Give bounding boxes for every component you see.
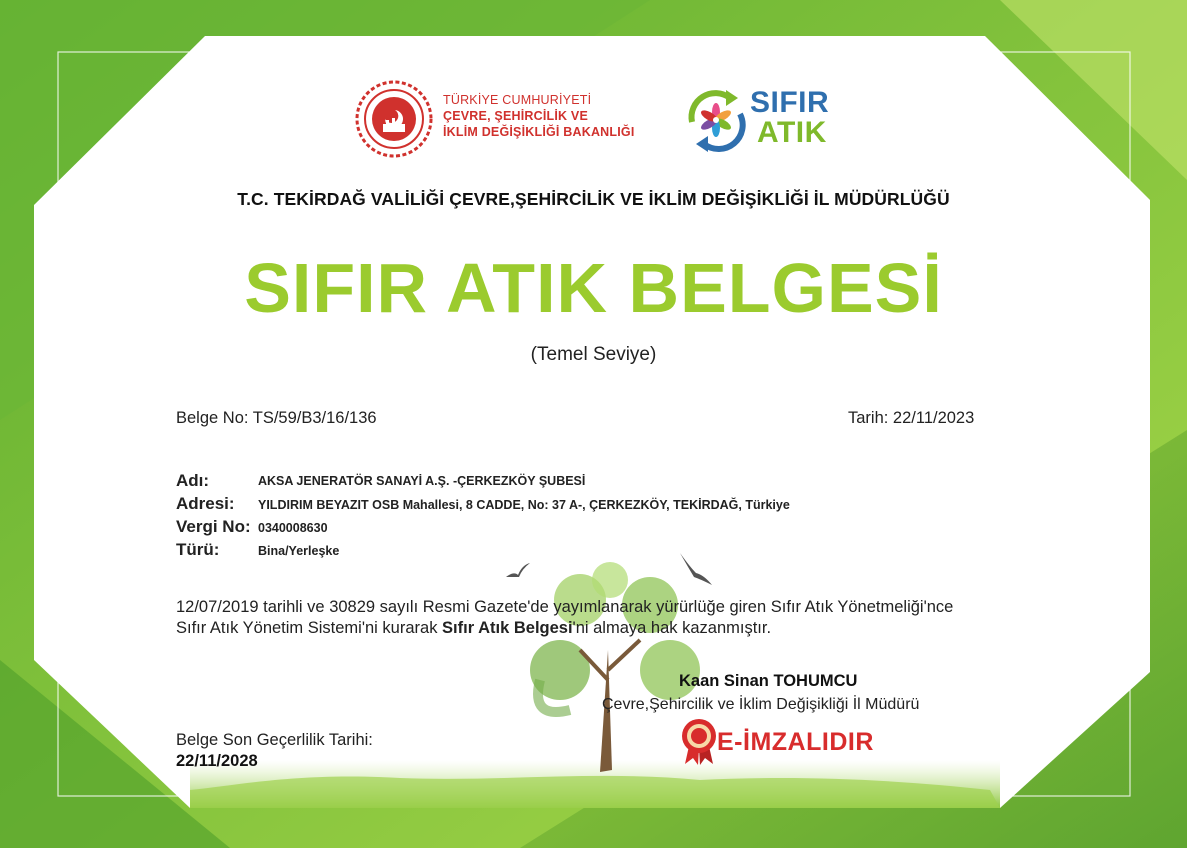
statement-text-2: 'ni almaya hak kazanmıştır.	[572, 619, 772, 637]
issue-date: Tarih: 22/11/2023	[848, 409, 975, 427]
ministry-line-1: TÜRKİYE CUMHURİYETİ	[443, 93, 592, 107]
statement-text-1: 12/07/2019 tarihli ve 30829 sayılı Resmi Gazete'de yayımlanarak yürürlüğe giren Sıfır Atık Yönetmeliği'nce Sıfır Atık Yönetim Sistemi'ni kurarak	[176, 598, 954, 637]
sifir-atik-logo-icon	[682, 84, 750, 154]
field-label-tax-no: Vergi No:	[176, 517, 251, 536]
field-value-tax-no: 0340008630	[258, 521, 328, 535]
validity-label: Belge Son Geçerlilik Tarihi:	[176, 731, 373, 749]
signer-name: Kaan Sinan TOHUMCU	[679, 672, 858, 690]
certificate-statement	[176, 597, 976, 639]
validity-date: 22/11/2028	[176, 752, 258, 770]
bird-icon	[680, 553, 712, 587]
certificate-level: (Temel Seviye)	[530, 344, 657, 365]
signer-title: Çevre,Şehircilik ve İklim Değişikliği İl Müdürü	[602, 696, 920, 713]
ministry-line-2: ÇEVRE, ŞEHİRCİLİK VE	[443, 109, 588, 123]
brand-word-atik: ATIK	[757, 116, 827, 149]
field-label-address: Adresi:	[176, 494, 235, 513]
ministry-line-3: İKLİM DEĞİŞİKLİĞİ BAKANLIĞI	[443, 125, 635, 139]
ministry-name	[443, 92, 663, 140]
e-signed-stamp: E-İMZALIDIR	[717, 728, 874, 756]
field-label-type: Türü:	[176, 540, 220, 559]
issuing-organization: T.C. TEKİRDAĞ VALİLİĞİ ÇEVRE,ŞEHİRCİLİK VE İKLİM DEĞİŞİKLİĞİ İL MÜDÜRLÜĞÜ	[237, 189, 950, 209]
brand-word-sifir: SIFIR	[750, 86, 830, 119]
certificate-title: SIFIR ATIK BELGESİ	[244, 249, 943, 327]
ministry-emblem-logo	[355, 80, 433, 158]
field-label-name: Adı:	[176, 471, 210, 490]
statement-bold: Sıfır Atık Belgesi	[442, 619, 573, 637]
document-number: Belge No: TS/59/B3/16/136	[176, 409, 377, 427]
bird-icon	[506, 563, 530, 581]
seal-rosette-icon	[681, 718, 717, 766]
field-value-type: Bina/Yerleşke	[258, 544, 340, 558]
field-value-address: YILDIRIM BEYAZIT OSB Mahallesi, 8 CADDE, No: 37 A-, ÇERKEZKÖY, TEKİRDAĞ, Türkiye	[258, 498, 790, 512]
field-value-name: AKSA JENERATÖR SANAYİ A.Ş. -ÇERKEZKÖY ŞUBESİ	[258, 474, 586, 488]
